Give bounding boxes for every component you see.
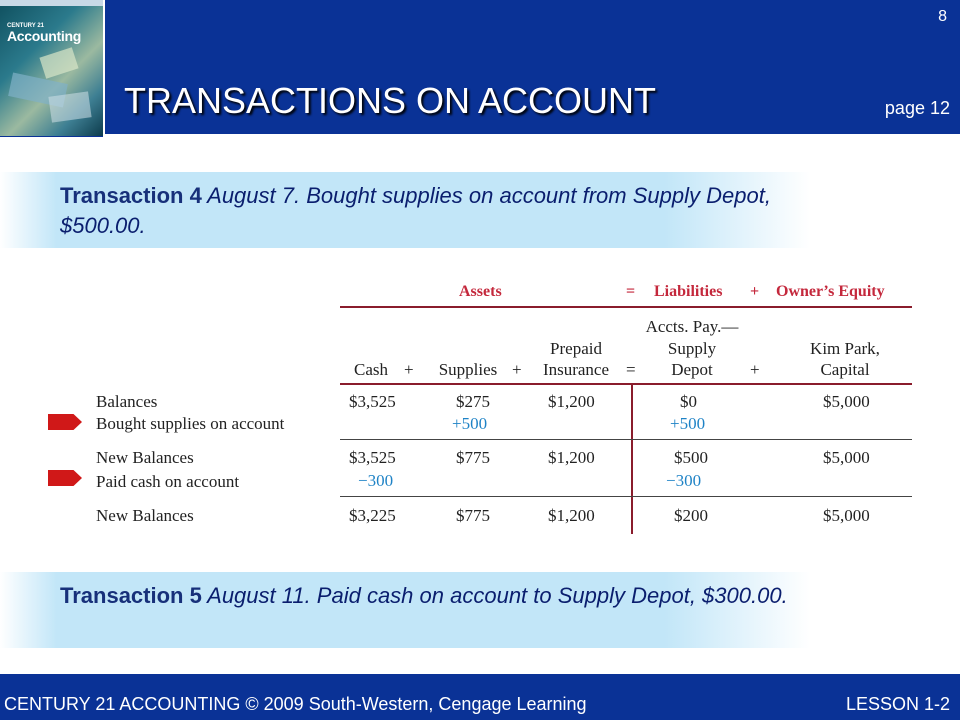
slide-title: TRANSACTIONS ON ACCOUNT	[124, 80, 657, 121]
column-header-accts-pay: Accts. Pay.—	[645, 317, 739, 336]
row-label-paid-cash: Paid cash on account	[96, 472, 240, 491]
row-divider	[340, 496, 912, 497]
accounts-payable-change: −300	[666, 471, 702, 490]
supplies-value: $275	[456, 392, 490, 411]
slide-number: 8	[938, 8, 947, 25]
footer-copyright: CENTURY 21 ACCOUNTING © 2009 South-Western, Cengage Learning	[4, 694, 587, 714]
column-header-supplies: Supplies	[438, 360, 498, 379]
transaction-4-description: August 7. Bought supplies on account from Supply Depot, $500.00.	[60, 183, 771, 238]
row-label-bought-supplies: Bought supplies on account	[96, 414, 285, 433]
prepaid-insurance-value: $1,200	[548, 506, 595, 525]
transaction-5-label: Transaction 5	[60, 583, 202, 608]
row-divider	[340, 439, 912, 440]
footer-divider	[0, 672, 960, 674]
prepaid-insurance-value: $1,200	[548, 392, 595, 411]
liabilities-header: Liabilities	[654, 283, 723, 300]
cash-value: $3,525	[349, 448, 396, 467]
book-cover-title: Accounting	[7, 28, 81, 44]
assets-header: Assets	[459, 283, 502, 300]
row-label-new-balances: New Balances	[96, 506, 194, 525]
accounts-payable-change: +500	[670, 414, 706, 433]
column-operator-plus: +	[512, 360, 522, 379]
transaction-4-label: Transaction 4	[60, 183, 202, 208]
supplies-change: +500	[452, 414, 488, 433]
column-operator-plus: +	[750, 360, 760, 379]
supplies-value: $775	[456, 448, 490, 467]
capital-value: $5,000	[823, 506, 870, 525]
plus-sign-header: +	[750, 283, 760, 300]
column-operator-plus: +	[404, 360, 414, 379]
supplies-value: $775	[456, 506, 490, 525]
column-operator-equals: =	[626, 360, 636, 379]
transaction-5-text	[60, 581, 850, 611]
arrow-icon	[48, 414, 82, 430]
column-header-prepaid: Prepaid	[550, 339, 602, 358]
column-header-depot: Depot	[671, 360, 713, 379]
footer-lesson: LESSON 1-2	[845, 694, 950, 714]
header-bottom-rule	[340, 383, 912, 385]
accounts-payable-value: $0	[680, 392, 697, 411]
cash-value: $3,525	[349, 392, 396, 411]
column-header-supply: Supply	[667, 339, 717, 358]
header-top-rule	[340, 306, 912, 308]
capital-value: $5,000	[823, 448, 870, 467]
row-label-balances: Balances	[96, 392, 158, 411]
column-header-capital: Capital	[820, 360, 870, 379]
owners-equity-header: Owner’s Equity	[776, 283, 885, 300]
prepaid-insurance-value: $1,200	[548, 448, 595, 467]
capital-value: $5,000	[823, 392, 870, 411]
cash-change: −300	[358, 471, 394, 490]
page-reference: page 12	[884, 98, 950, 118]
row-label-new-balances: New Balances	[96, 448, 194, 467]
column-header-insurance: Insurance	[542, 360, 610, 379]
accounts-payable-value: $500	[674, 448, 708, 467]
equals-divider	[631, 384, 633, 534]
cash-value: $3,225	[349, 506, 396, 525]
column-header-kim-park: Kim Park,	[810, 339, 880, 358]
column-header-cash: Cash	[354, 360, 388, 379]
arrow-icon	[48, 470, 82, 486]
equals-sign-header: =	[626, 283, 636, 300]
transaction-5-description: August 11. Paid cash on account to Supply Depot, $300.00.	[201, 583, 788, 608]
accounts-payable-value: $200	[674, 506, 708, 525]
book-cover-series: CENTURY 21	[7, 23, 45, 29]
